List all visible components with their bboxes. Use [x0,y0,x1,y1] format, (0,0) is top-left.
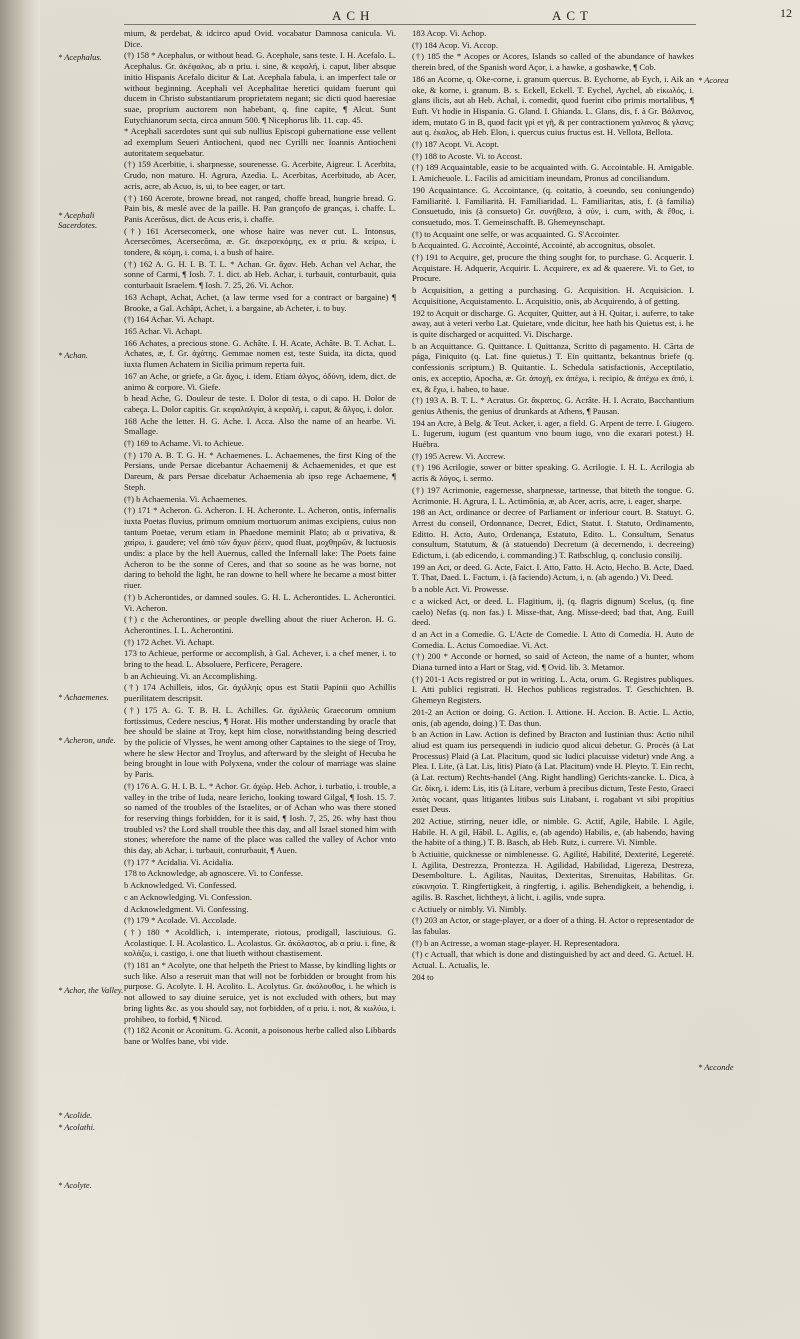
dictionary-entry: (†) 175 A. G. T. B. H. L. Achilles. Gr. ἀχιλλεύς Graecorum omnium fortissimus, Cedere nescius, ¶ Horat. His mother understanding by oracle that hee should be slaine at Troy, kept him close, notwithstanding being descried by the policie of Vlysses, he went among other Captaines to the siege of Troy, where he slew Hector and Troylus, and afterward by the sleight of Hecuba he being brought in loue with Polyxena, vnder the colour of marriage was slaine by Paris. [124,704,396,780]
margin-note: * Achan. [58,350,89,360]
left-column [124,28,396,1318]
dictionary-entry: b head Ache, G. Douleur de teste. I. Dolor di testa, o di capo. H. Dolor de cabeça. L. Dolor capitis. Gr. κεφαλαλγία, à κεφαλή, i. caput, & ἄλγος, i. dolor. [124,393,396,414]
dictionary-entry: * Acephali sacerdotes sunt qui sub nullius Episcopi gubernatione esse vellent ad exemplum Seueri Antiocheni, quod nec Cyrilli nec Ioannis Antiocheni autoritatem sequebatur. [124,126,396,158]
margin-note: * Acephali Sacerdotes. [58,210,98,230]
dictionary-entry: 198 an Act, ordinance or decree of Parliament or inferiour court. B. Statuyt. G. Arrest du conseil, Ordonnance, Decret, Edict, Statut. I. Statuto, Ordinamento, Editto. H. Acto, Auto, Ordenança, Estatuto, Edito. L. Consultum, Senatus consultum, Statutum, & (à statuendo) Decretum (à decernendo, i. decreeing) Edictum, i. (ab edicendo, i. commanding.) T. Ratbschlug, q. conclusio consilij. [412,507,694,561]
dictionary-entry: mium, & perdebat, & idcirco apud Ovid. vocabatur Damnosa canicula. Vi. Dice. [124,28,396,49]
dictionary-entry: 183 Acop. Vi. Achop. [412,28,487,38]
dictionary-entry: c a wicked Act, or deed. L. Flagitium, ij, (q. flagris dignum) Scelus, (q. fine caelo) Nefas (q. non fas.) I. Misse-that, Ang. Misse-deed; bad that, Ang. Euill deed. [412,595,694,628]
margin-note: * Acorea [698,75,729,85]
dictionary-entry: 190 Acquaintance. G. Accointance, (q. coitatio, à coeundo, seu coniungendo) Familiarité. I. Familiarità. H. Familiaridad. L. Familiaritas, atis, f. (à familia) Consuetudo, inis (à consueto) Gr. συνήθεια, à σύν, i. cum, with, & ἔθος, i. consuetudo, mos. T. Gemeinschafft. B. Ghemeynschapt. [412,184,694,227]
dictionary-entry: b Acquainted. G. Accointé, Accointé, Accointé, ab accognitus, obsolet. [412,240,656,251]
dictionary-entry: b Actiuitie, quicknesse or nimblenesse. G. Agilité, Habilité, Dexterité, Legereté. I. Agilita, Destrezza, Prontezza. H. Agilidad, Habilidad, Ligereza, Destreza, Desembolture. L. Agilitas, Nauitas, Dexteritas, Strenuitas, Habilitas. Gr. εὐκινησία. T. Ringfertigkeit, à ringfertig, i. agilis. Behendigkeit, a behendig, i. agilis. B. Raschet, lichtheyt, à licht, i. agilis, vnde supra. [412,849,694,902]
header-rule [124,24,696,25]
margin-note: * Acconde [698,1062,734,1072]
dictionary-entry: (†) 188 to Acoste. Vi. to Accost. [412,150,523,161]
dictionary-entry: b Acknowledged. Vi. Confessed. [124,880,237,891]
dictionary-entry: (†) 184 Acop. Vi. Accop. [412,39,498,50]
dictionary-entry: (†) 197 Acrimonie, eagernesse, sharpnesse, tartnesse, that biteth the tongue. G. Acrimonie. H. Agrura, I. L. Actimōnia, æ, ab Acer, acris, acre, i. eager, sharpe. [412,484,694,506]
dictionary-entry: (†) 169 to Achame. Vi. to Achieue. [124,438,244,449]
dictionary-entry: 166 Achates, a precious stone. G. Achâte. I. H. Acate, Achâte. B. T. Achat. L. Achates, æ, f. Gr. ἀχάτης. Gemmae nomen est, teste Suida, ita dicta, quod iuxta flumen Achatem in Sicilia primum reperta fuit. [124,337,396,370]
running-head-left: ACH [332,8,375,23]
dictionary-entry: b an Action in Law. Action is defined by Bracton and Iustinian thus: Actio nihil aliud est quam ius persequendi in iudicio quod alicui debetur. G. Procès (à Lat Processus) Plaid (à Lat. Placitum, quod sic Iudici placuisse videtur) vnde Ang. a Plea. I. Lite, (à Lat. Lis, litis) Piato (à Lat. Placitum) vnde H. Pleyto. T. Ein recht, (à Lat. rectum) Rechts-handel (Ang. Right handling) Gerichts-zancke. L. Dica, à Gr. δίκη, i. idem: Lis, itis (à Litare, verbum à precibus dictum, Teste Festo, Graeci λιτὰς vocant, quas litigantes litibus suis Litabant, i. rogabant vt sibi propitius esset Deus. [412,729,694,815]
dictionary-entry: c an Acknowledging. Vi. Confession. [124,891,252,902]
dictionary-entry: (†) 182 Aconit or Aconitum. G. Aconit, a poisonous herbe called also Libbards bane or Wolfes bane, vbi vide. [124,1025,396,1046]
margin-note: * Acolyte. [58,1180,92,1190]
dictionary-entry: (†) 200 * Acconde or horned, so said of Acteon, the name of a hunter, whom Diana turned into a Hart or Stag, vid. ¶ Ovid. lib. 3. Metamor. [412,651,694,673]
dictionary-entry: (†) 193 A. B. T. L. * Acratus. Gr. ἄκρατος. G. Acrâte. H. I. Acrato, Bacchantium genius Athenis, the genius of drunkards at Athens, ¶ Pausan. [412,395,694,416]
margin-note: * Acolathi. [58,1122,96,1132]
dictionary-entry: (†) b an Actresse, a woman stage-player. H. Representadora. [412,937,620,948]
dictionary-entry: b an Achieuing. Vi. an Accomplishing. [124,670,257,681]
dictionary-entry: 192 to Acquit or discharge. G. Acquiter, Quitter, aut à H. Quitar, i. auferre, to take away, aut à veteri verbo Lat. Quietare, vnde dicitur, hee hath his Quietus est, i. he is quite discharged or acquitted. Vi. Discharge. [412,307,694,339]
dictionary-entry: b Acquisition, a getting a purchasing. G. Acquisition. H. Acquisicion. I. Acquisitione, Acquistamento. L. Acquisitio, onis, ab Acquirendo, à of getting. [412,285,694,306]
dictionary-entry: (†) c the Acherontines, or people dwelling about the riuer Acheron. H. G. Acherontines. I. L. Acherontini. [124,614,396,635]
dictionary-entry: c Actiuely or nimbly. Vi. Nimbly. [412,903,527,914]
dictionary-entry: (†) 195 Acrew. Vi. Accrew. [412,450,506,461]
dictionary-entry: 163 Achapt, Achat, Achet, (a law terme vsed for a contract or bargaine) ¶ Brooke, a Gal. Achâpt, Achet, i. a bargaine, ab Acheter, i. to buy. [124,291,396,313]
dictionary-entry: (†) b Acherontides, or damned soules. G. H. L. Acherontides. L. Acherontici. Vi. Acheron. [124,591,396,613]
dictionary-entry: (†) 172 Achet. Vi. Achapt. [124,636,215,647]
right-column [412,28,694,1318]
dictionary-entry: (†) 177 * Acidalia. Vi. Acidalia. [124,856,234,867]
book-gutter-shadow [0,0,40,1339]
dictionary-entry: 168 Ache the letter. H. G. Ache. I. Acca. Also the name of an hearbe. Vi. Smallage. [124,415,396,437]
running-head-right: ACT [552,8,593,23]
dictionary-entry: (†) 161 Acersecomeck, one whose haire was never cut. L. Intonsus, Acersecōmes, Acersecōma, æ. Gr. ἀκερσεκόμης, ex α priu. & κείρω, i. tondere, & κόμη, i. coma, i. a bush of haire. [124,225,396,258]
dictionary-entry: 173 to Achieue, performe or accomplish, à Gal. Achever, i. a chef mener, i. to bring to the head. L. Absoluere, Perficere, Peragere. [124,648,396,670]
dictionary-entry: (†) 191 to Acquire, get, procure the thing sought for, to purchase. G. Acquerir. I. Acquistare. H. Adquerir, Acquirir. L. Acquirere, ex ad & quaerere. Vi. to Get, to Procure. [412,252,694,284]
page-number: 12 [780,6,792,20]
dictionary-entry: 178 to Acknowledge, ab agnoscere. Vi. to Confesse. [124,868,304,879]
dictionary-entry: b an Acquittance. G. Quittance. I. Quittanza, Scritto di pagamento. H. Cārta de pága, Finiquito (q. Lat. fine quietus.) T. Ein quittantz, bekantnus briefe (q. confessionis scriptum.) B. Quitantie. L. Schedula satisfactionis, Acceptilatio, onis, ex acceptio, Apocha, æ. Gr. ἀποχή, ex ἀπέχω, i. recipio, & ἀπέχω ex ἀπό, i. ex, & ἔχω, i. habeo, to haue. [412,340,694,394]
dictionary-entry: 167 an Ache, or griefe, a Gr. ἄχος, i. idem. Etiam ἀλγος, ὀδύνη, idem, dict. de animo & corpore. Vi. Giefe. [124,370,396,392]
dictionary-entry: 165 Achar. Vi. Achapt. [124,325,203,336]
dictionary-entry: (†) 162 A. G. H. I. B. T. L. * Achan. Gr. ἄχαν. Heb. Achan vel Achar, the sonne of Carmi, ¶ Iosh. 7. 1. dict. ab Heb. Achar, i. turbauit, conturbauit, quia conturbauit Israelem. ¶ Iosh. 7. 25, 26. Vi. Achor. [124,258,396,291]
dictionary-entry: (†) 179 * Acolade. Vi. Accolade. [124,915,237,926]
dictionary-entry: 204 to [412,971,434,982]
dictionary-entry: (†) b Achaemenia. Vi. Achaemenes. [124,493,248,504]
dictionary-entry: d Acknowledgment. Vi. Confessing. [124,903,249,914]
dictionary-entry: (†) 180 * Acoldlich, i. intemperate, riotous, prodigall, lasciuious. G. Acolastique. I. H. Acolastico. L. Acolastus. Gr. ἀκόλαστος, ab α priu. i. fine, & κολάζω, i. castigo, i. one that liueth without chastisement. [124,926,396,959]
dictionary-entry: d an Act in a Comedie. G. L'Acte de Comedie. I. Atto di Comedia. H. Auto de Comedia. L. Actus Comoediae. Vi. Act. [412,628,694,650]
dictionary-entry: (†) 164 Achar. Vi. Achapt. [124,314,215,325]
dictionary-entry: b a noble Act. Vi. Prowesse. [412,584,509,595]
dictionary-entry: (†) 160 Acerote, browne bread, not ranged, choffe bread, hungrie bread. G. Pain bis, & meslé avec de la paille. H. Pan grançofo de granças, i. chaffe. L. Panis Acerōsus, dict. de Acus eris, i. chaffe. [124,192,396,224]
dictionary-entry: (†) 171 * Acheron. G. Acheron. I. H. Acheronte. L. Acheron, ontis, infernalis iuxta Poetas fluvius, primum omnium mortuorum animas excipiens, cuius non tantum Poetae, verum etiam in Phaedone meminit Plato; ab α privativa, & χαίρω, i. gaudere; vel ἀπὸ τῶν ἄχων ῥέειν, quod fluat, μοχθηρῶν, & luctuosis undis: a place by the hell Auernus, called the Infernall lake: The Poets faine Acheron to be the sonne of Ceres, and that so soone as he was borne, not daring to behold the light, he ran downe to hell where he became a most bitter riuer. [124,505,396,591]
margin-note: * Achor, the Valley. [58,985,124,995]
dictionary-entry: (†) to Acquaint one selfe, or was acquainted. G. S'Accointer. [412,228,620,239]
dictionary-entry: (†) 189 Acquaintable, easie to be acquainted with. G. Accointable. H. Amigable. I. Amicheuole. L. Facilis ad amicitiam ineundam, Pronus ad conciliandum. [412,162,694,184]
dictionary-entry: (†) 176 A. G. H. I. B. L. * Achor. Gr. ἀχώρ. Heb. Achor, i. turbatio, i. trouble, a valley in the tribe of Iuda, neare Iericho, looking toward Gilgal, ¶ Iosh. 15. 7. so named of the troubles of the Israelites, or of Achan who was there stoned for reserving things forbidden, for it is said, ¶ Iosh. 7, 25, 26. why hast thou troubled vs? the Lord shall trouble thee this day, and all Israel stoned him with stones; wherefore the name of the place was called the valley of Achor vnto this day, ab Achar, i. turbauit, conturbauit, ¶ Auen. [124,780,396,856]
dictionary-entry: (†) 187 Acopt. Vi. Acopt. [412,139,499,150]
dictionary-entry: 199 an Act, or deed. G. Acte, Faict. I. Atto, Fatto. H. Acto, Hecho. B. Acte, Daed. T. That, Daed. L. Factum, i. (à faciendo) Actum, i, n. (ab agendo.) Vi. Deed. [412,561,694,583]
dictionary-entry: (†) 203 an Actor, or stage-player, or a doer of a thing. H. Actor o representador de las fabulas. [412,915,694,936]
dictionary-entry: 194 an Acre, à Belg. & Teut. Acker, i. ager, a field. G. Arpent de terre. I. Giugero. L. Iugerum, iugum (est quantum vno boum iugo, vno die exarari potest.) H. Huébra. [412,417,694,450]
margin-note: * Acephalus. [58,52,102,62]
dictionary-entry: (†) 170 A. B. T. G. H. * Achaemenes. L. Achaemenes, the first King of the Persians, unde Persae dicebantur Achaemenij & Achaemenides, et que est Dareum, & pars Persae dicebatur Achaemenia ab ipso rege Achaemene, ¶ Steph. [124,449,396,492]
dictionary-entry: 202 Actiue, stirring, neuer idle, or nimble. G. Actif, Agile, Habile. I. Agile, Habile. H. A gil, Hābil. L. Agilis, e, (ab agendo) Habilis, e, (ab habendo, having the habite of a thing.) T. B. Basch, ab Heb. Rutz, i. currere. Vi. Nimble. [412,815,694,848]
dictionary-entry: (†) 159 Acerbitie, i. sharpnesse, sourenesse. G. Acerbite, Aigreur. I. Acerbita, Crudo, non maturo. H. Agrura, Azedia. L. Acerbitas, Acerbitudo, ab Acer, acris, acre, ab Acuo, is, ui, to bee eager, or tart. [124,159,396,191]
dictionary-entry: (†) 185 the * Acopes or Acores, Islands so called of the abundance of hawkes therein bred, of the Spanish word Açor, i. a hawke, a goshawke, ¶ Cob. [412,51,694,73]
dictionary-entry: (†) 181 an * Acolyte, one that helpeth the Priest to Masse, by kindling lights or such like. Also a reseruit man that will not be forbidden or brought from his purpose. G. Acolyte. I. H. Acolito. L. Acolytus. Gr. ἀκόλουθος, i. he which is not allowed to say diuine seruice, yet is not excluded with others, but may bring lights &c. as you should say, not forbidden, of α priu. i. not, & κωλύω, i. prohibeo, to forbid, ¶ Nicod. [124,960,396,1024]
dictionary-entry: (†) 158 * Acephalus, or without head. G. Acephale, sans teste. I. H. Acefalo. L. Acephalus. Gr. ἀκέφαλος, ab α priu. i. sine, & κεφαλή, i. caput, liber absque initio Hispanis Acefalo dicitur & Lat. Acephala fabula, i. an imperfect tale or without beginning. Acephali vel Acephalitae heretici quidam fuerunt qui ducem in Christo substantiarum proprietatem negant; sic dicti quod haeresiae suae, proprium auctorem non habebant, q. fine capite, ¶ Alcut. Sunt Eutychianorum secta, circa annum 500. ¶ Nicephorus lib. 11. cap. 45. [124,50,396,125]
dictionary-entry: (†) c Actuall, that which is done and distinguished by act and deed. G. Actuel. H. Actual. L. Actualis, le. [412,949,694,971]
dictionary-entry: (†) 196 Acrilogie, sower or bitter speaking. G. Acrilogie. I. H. L. Acrilogia ab acris & λόγος, i. sermo. [412,462,694,484]
margin-note: * Achaemenes. [58,692,109,702]
dictionary-entry: (†) 201-1 Acts registred or put in writing. L. Acta, orum. G. Registres publiques. I. Atti publici registrati. H. Hechos publicos registrados. T. Geschichten. B. Ghemeyn Registers. [412,673,694,706]
margin-note: * Acheron, unde. [58,735,116,745]
dictionary-entry: (†) 174 Achilleis, idos, Gr. ἀχιλληίς opus est Statii Papinii quo Achillis puerilitatem descripsit. [124,682,396,704]
dictionary-entry: 186 an Acorne, q. Oke-corne, i. granum quercus. B. Eychorne, ab Eych, i. Aik an oke, & korne, i. granum. B. s. Eckell, Eckell. T. Eychel, Aychel, ab εἰκωλός, i. glans ilicis, aut ab Heb. Achal, i. comedit, quod fuerint cibo primis mortalibus, ¶ Euft. Vt hodie in Hispania. G. Gland. I. Ghianda. L. Glans, dis, f. à Gr. Βάλανος, idem, mutato G in B, quod facit γρὶ et γῆ, & per contractionem γαλανος & γλανς; aut q. ἐκαλος, ab Heb. Elon, i. quercus cuius fructus est. H. Vellota, Bellota. [412,73,694,138]
dictionary-entry: 201-2 an Action or doing. G. Action. I. Attione. H. Accion. B. Actie. L. Actio, onis, (ab agendo, doing.) T. Das thun. [412,706,694,728]
margin-note: * Acolide. [58,1110,93,1120]
